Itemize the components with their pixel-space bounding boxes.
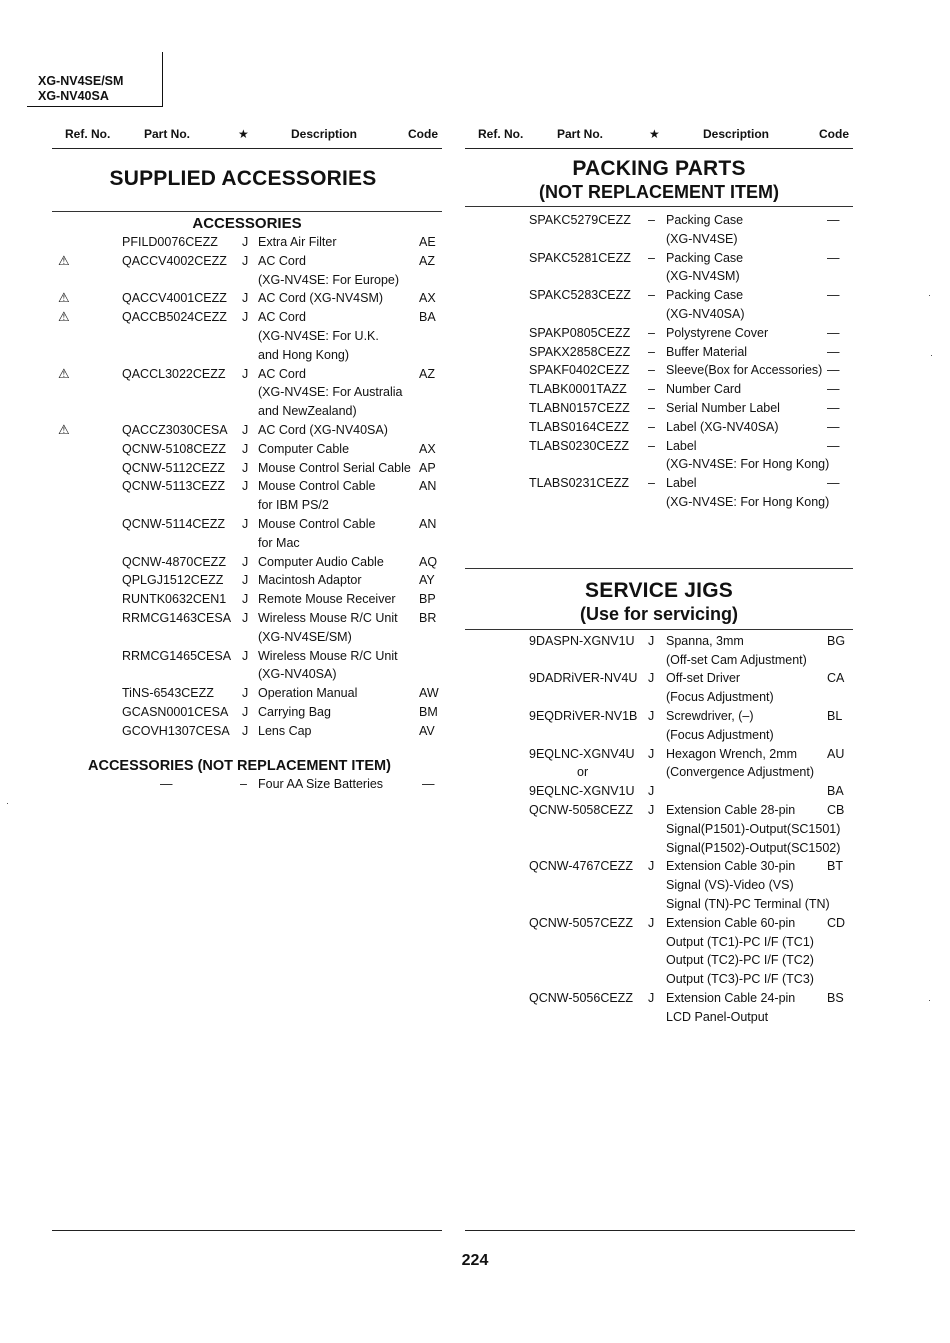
accessory-row-cont: [52, 534, 442, 553]
accessory-row: [52, 722, 442, 741]
jig-row: [465, 707, 853, 726]
mark-j: J: [242, 516, 249, 531]
description-continued: (Focus Adjustment): [666, 727, 774, 742]
description: Serial Number Label: [666, 400, 780, 415]
section-subtitle-packing: (NOT REPLACEMENT ITEM): [539, 182, 779, 202]
model-box: [38, 52, 163, 107]
mark-j: –: [648, 419, 655, 434]
part-number: QACCZ3030CESA: [122, 422, 228, 437]
packing-row: [465, 399, 853, 418]
price-code: AV: [419, 723, 435, 738]
accessory-row: [52, 571, 442, 590]
accessory-row: [52, 421, 442, 440]
jigs-list: [465, 632, 853, 1027]
footer-rule: [465, 1230, 855, 1231]
price-code: —: [827, 476, 840, 491]
packing-row: [465, 324, 853, 343]
jig-row-cont: [465, 970, 853, 989]
part-number: RRMCG1463CESA: [122, 610, 232, 625]
accessory-row: [52, 647, 442, 666]
part-number: TLABS0164CEZZ: [529, 419, 630, 434]
packing-list: [465, 211, 853, 512]
mark-j: J: [242, 291, 249, 306]
jig-row-cont: [465, 876, 853, 895]
mark-j: –: [648, 288, 655, 303]
part-number: QCNW-5112CEZZ: [122, 460, 226, 475]
description: Number Card: [666, 382, 742, 397]
or-label: or: [577, 765, 589, 780]
mark-j: –: [648, 344, 655, 359]
jig-row-cont: [465, 651, 853, 670]
packing-row-cont: [465, 305, 853, 324]
section-subtitle-jigs: (Use for servicing): [579, 603, 739, 624]
mark-j: J: [242, 366, 249, 381]
mark-j: J: [648, 708, 655, 723]
header-star: ★: [238, 127, 249, 141]
part-number: QCNW-5057CEZZ: [529, 915, 633, 930]
accessory-row: [52, 609, 442, 628]
description: Mouse Control Cable: [258, 516, 376, 531]
caution-icon: ⚠: [58, 252, 70, 268]
description: Label: [666, 438, 697, 453]
price-code: BM: [419, 704, 438, 719]
header-ref-no: Ref. No.: [478, 127, 524, 141]
description: Remote Mouse Receiver: [258, 592, 396, 607]
accessory-row: [52, 289, 442, 308]
description: Macintosh Adaptor: [258, 573, 362, 588]
mark-j: J: [242, 235, 249, 249]
packing-row-cont: [465, 267, 853, 286]
jig-row-cont: [465, 1008, 853, 1027]
jig-row-cont: [465, 726, 853, 745]
price-code: BP: [419, 592, 436, 607]
mark-j: J: [648, 990, 655, 1005]
description: AC Cord: [258, 310, 306, 325]
part-number: QACCV4001CEZZ: [122, 291, 227, 306]
accessory-row: [52, 477, 442, 496]
description-continued: Signal (TN)-PC Terminal (TN): [666, 896, 830, 911]
price-code: —: [827, 250, 840, 265]
price-code: —: [827, 344, 840, 359]
mark-j: J: [242, 310, 249, 325]
price-code: BL: [827, 708, 843, 723]
mark-j: J: [242, 422, 249, 437]
description: Extension Cable 60-pin: [666, 915, 796, 930]
part-number: TLABK0001TAZZ: [529, 382, 627, 397]
header-description: Description: [703, 127, 770, 141]
mark-j: J: [242, 704, 249, 719]
accessory-row: [52, 308, 442, 327]
description: Label: [666, 476, 697, 491]
price-code: BS: [827, 990, 844, 1005]
accessory-row-cont: [52, 496, 442, 515]
mark-j: –: [648, 213, 655, 227]
description-continued: Signal (VS)-Video (VS): [666, 878, 794, 893]
mark-j: J: [648, 784, 655, 799]
accessory-row: [52, 515, 442, 534]
caution-icon: ⚠: [58, 365, 70, 381]
mark-j: J: [242, 648, 249, 663]
packing-row-cont: [465, 455, 853, 474]
description-continued: and Hong Kong): [258, 347, 350, 362]
scan-speck: ·: [930, 350, 933, 360]
footer-rule: [52, 1230, 442, 1231]
part-number: QCNW-4870CEZZ: [122, 554, 226, 569]
mark-j: J: [648, 633, 655, 648]
part-number: QACCB5024CEZZ: [122, 310, 227, 325]
price-code: BA: [419, 310, 436, 325]
part-number: SPAKC5279CEZZ: [529, 213, 631, 227]
description-continued: (Convergence Adjustment): [666, 765, 814, 780]
part-number: QCNW-5114CEZZ: [122, 516, 226, 531]
description-continued: Signal(P1501)-Output(SC1501): [666, 821, 841, 836]
header-code: Code: [408, 127, 438, 141]
description: Packing Case: [666, 250, 744, 265]
price-code: AQ: [419, 554, 438, 569]
mark-j: J: [242, 686, 249, 701]
description: Screwdriver, (–): [666, 708, 754, 723]
price-code: AY: [419, 573, 435, 588]
description: Computer Audio Cable: [258, 554, 384, 569]
description: Extra Air Filter: [258, 235, 337, 249]
scan-speck: ·: [928, 290, 931, 300]
accessories-list: [52, 233, 442, 741]
part-number: QACCL3022CEZZ: [122, 366, 226, 381]
price-code: —: [827, 325, 840, 340]
jig-row: [465, 782, 853, 801]
mark-j: –: [648, 438, 655, 453]
description: Off-set Driver: [666, 671, 741, 686]
price-code: —: [827, 400, 840, 415]
price-code: —: [827, 438, 840, 453]
mark-j: –: [240, 776, 247, 791]
part-number: PFILD0076CEZZ: [122, 235, 218, 249]
mark-j: J: [242, 441, 249, 456]
price-code: CA: [827, 671, 845, 686]
mark-j: J: [648, 915, 655, 930]
description-continued: (XG-NV4SE: For Europe): [258, 272, 400, 287]
description: Sleeve(Box for Accessories): [666, 363, 823, 378]
price-code: AE: [419, 235, 436, 249]
price-code: AZ: [419, 366, 435, 381]
mark-j: –: [648, 476, 655, 491]
part-number: 9DADRiVER-NV4U: [529, 671, 638, 686]
part-number: 9EQDRiVER-NV1B: [529, 708, 638, 723]
mark-j: J: [242, 554, 249, 569]
description: AC Cord (XG-NV40SA): [258, 422, 388, 437]
mark-j: J: [648, 802, 655, 817]
caution-icon: ⚠: [58, 309, 70, 325]
mark-j: J: [242, 610, 249, 625]
header-code: Code: [819, 127, 849, 141]
price-code: —: [827, 382, 840, 397]
price-code: AU: [827, 746, 845, 761]
description: AC Cord: [258, 253, 306, 268]
price-code: BT: [827, 859, 843, 874]
accessory-row: [52, 459, 442, 478]
part-number: QCNW-5113CEZZ: [122, 479, 226, 494]
jig-row: [465, 669, 853, 688]
part-number: —: [160, 776, 173, 791]
mark-j: –: [648, 325, 655, 340]
accessory-row: [52, 703, 442, 722]
header-ref-no: Ref. No.: [65, 127, 111, 141]
nonrep-list: [52, 775, 442, 794]
price-code: AW: [419, 686, 439, 701]
description: Mouse Control Serial Cable: [258, 460, 411, 475]
accessory-row-cont: [52, 327, 442, 346]
jig-row: [465, 801, 853, 820]
price-code: CD: [827, 915, 846, 930]
part-number: RRMCG1465CESA: [122, 648, 232, 663]
part-number: QACCV4002CEZZ: [122, 253, 227, 268]
mark-j: J: [648, 746, 655, 761]
price-code: AZ: [419, 253, 435, 268]
mark-j: J: [648, 671, 655, 686]
description: Mouse Control Cable: [258, 479, 376, 494]
description-continued: (XG-NV4SE: For Australia: [258, 385, 403, 400]
part-number: TLABN0157CEZZ: [529, 400, 630, 415]
part-number: TLABS0231CEZZ: [529, 476, 630, 491]
description: Hexagon Wrench, 2mm: [666, 746, 798, 761]
jig-row-cont: [465, 820, 853, 839]
mark-j: J: [242, 592, 249, 607]
right-column: [465, 120, 853, 1026]
part-number: 9DASPN-XGNV1U: [529, 633, 635, 648]
jig-row: [465, 857, 853, 876]
packing-row-cont: [465, 493, 853, 512]
price-code: CB: [827, 802, 845, 817]
description: Label (XG-NV40SA): [666, 419, 779, 434]
description-continued: (XG-NV4SE/SM): [258, 629, 352, 644]
description: Operation Manual: [258, 686, 358, 701]
part-number: GCASN0001CESA: [122, 704, 229, 719]
page-number: 224: [461, 1252, 489, 1269]
description-continued: (XG-NV4SE: For U.K.: [258, 328, 379, 343]
description: Four AA Size Batteries: [258, 776, 384, 791]
header-description: Description: [291, 127, 358, 141]
part-number: 9EQLNC-XGNV1U: [529, 784, 635, 799]
part-number: 9EQLNC-XGNV4U: [529, 746, 635, 761]
description: AC Cord: [258, 366, 306, 381]
jig-row-cont: [465, 688, 853, 707]
jig-row-cont: [465, 951, 853, 970]
packing-row: [465, 343, 853, 362]
price-code: BA: [827, 784, 844, 799]
description-continued: and NewZealand): [258, 404, 357, 419]
left-column: [52, 120, 442, 793]
price-code: —: [827, 419, 840, 434]
mark-j: J: [242, 723, 249, 738]
accessory-row-cont: [52, 665, 442, 684]
mark-j: –: [648, 382, 655, 397]
price-code: —: [827, 363, 840, 378]
description: AC Cord (XG-NV4SM): [258, 291, 384, 306]
header-part-no: Part No.: [557, 127, 604, 141]
jig-row: [465, 745, 853, 764]
description: Extension Cable 30-pin: [666, 859, 796, 874]
subsection-title-nonrep: ACCESSORIES (NOT REPLACEMENT ITEM): [88, 757, 391, 774]
jig-row: [465, 632, 853, 651]
accessory-row-cont: [52, 271, 442, 290]
price-code: AX: [419, 441, 436, 456]
description-continued: (XG-NV4SE: For Hong Kong): [666, 494, 830, 509]
caution-icon: ⚠: [58, 290, 70, 306]
description-continued: for Mac: [258, 535, 300, 550]
price-code: AX: [419, 291, 436, 306]
description: Extension Cable 24-pin: [666, 990, 796, 1005]
accessory-row: [52, 590, 442, 609]
scan-speck: ·: [928, 995, 931, 1005]
part-number: SPAKP0805CEZZ: [529, 325, 631, 340]
part-number: QPLGJ1512CEZZ: [122, 573, 224, 588]
section-title-packing: PACKING PARTS: [572, 157, 746, 180]
mark-j: J: [648, 859, 655, 874]
description-continued: Signal(P1502)-Output(SC1502): [666, 840, 841, 855]
header-star: ★: [649, 127, 660, 141]
part-number: QCNW-5056CEZZ: [529, 990, 633, 1005]
accessory-row: [52, 365, 442, 384]
price-code: AP: [419, 460, 436, 475]
packing-row: [465, 211, 853, 230]
packing-row-cont: [465, 230, 853, 249]
part-number: QCNW-4767CEZZ: [529, 859, 633, 874]
model-underline: [27, 106, 163, 107]
description-continued: LCD Panel-Output: [666, 1009, 769, 1024]
description: Buffer Material: [666, 344, 748, 359]
accessory-row: [52, 684, 442, 703]
price-code: BR: [419, 610, 437, 625]
description-continued: (XG-NV40SA): [258, 667, 337, 682]
jig-row: [465, 914, 853, 933]
price-code: —: [422, 776, 435, 791]
mark-j: –: [648, 400, 655, 415]
model-name: XG-NV4SE/SM: [38, 74, 124, 88]
accessory-row: [52, 252, 442, 271]
jig-row-cont: [465, 895, 853, 914]
packing-row: [465, 361, 853, 380]
price-code: BG: [827, 633, 846, 648]
price-code: —: [827, 213, 840, 227]
description-continued: (XG-NV40SA): [666, 306, 745, 321]
jig-row: [465, 989, 853, 1008]
nonrep-row: [52, 775, 442, 794]
model-name: XG-NV40SA: [38, 89, 109, 103]
accessory-row-cont: [52, 402, 442, 421]
part-number: SPAKC5283CEZZ: [529, 288, 631, 303]
column-header: [465, 120, 853, 148]
accessory-row-cont: [52, 383, 442, 402]
accessory-row: [52, 553, 442, 572]
header-part-no: Part No.: [144, 127, 191, 141]
mark-j: J: [242, 479, 249, 494]
accessory-row: [52, 440, 442, 459]
packing-row: [465, 286, 853, 305]
description: Packing Case: [666, 213, 744, 227]
description-continued: Output (TC2)-PC I/F (TC2): [666, 953, 814, 968]
accessory-row-cont: [52, 346, 442, 365]
packing-row: [465, 249, 853, 268]
accessory-row: [52, 233, 442, 252]
description-continued: Output (TC3)-PC I/F (TC3): [666, 972, 814, 987]
mark-j: J: [242, 460, 249, 475]
part-number: SPAKX2858CEZZ: [529, 344, 631, 359]
packing-row: [465, 474, 853, 493]
description: Carrying Bag: [258, 704, 331, 719]
mark-j: J: [242, 253, 249, 268]
description-continued: (Focus Adjustment): [666, 690, 774, 705]
part-number: QCNW-5058CEZZ: [529, 802, 633, 817]
description-continued: (XG-NV4SE): [666, 231, 738, 246]
accessory-row-cont: [52, 628, 442, 647]
packing-row: [465, 437, 853, 456]
mark-j: J: [242, 573, 249, 588]
part-number: QCNW-5108CEZZ: [122, 441, 226, 456]
jig-row-cont: [465, 933, 853, 952]
caution-icon: ⚠: [58, 421, 70, 437]
description: Wireless Mouse R/C Unit: [258, 648, 398, 663]
packing-row: [465, 380, 853, 399]
description-continued: (XG-NV4SE: For Hong Kong): [666, 457, 830, 472]
description: Lens Cap: [258, 723, 312, 738]
part-number: RUNTK0632CEN1: [122, 592, 227, 607]
part-number: TLABS0230CEZZ: [529, 438, 630, 453]
price-code: AN: [419, 516, 437, 531]
description: Packing Case: [666, 288, 744, 303]
price-code: AN: [419, 479, 437, 494]
jig-row-or: [465, 763, 853, 782]
description: Spanna, 3mm: [666, 633, 744, 648]
description: Extension Cable 28-pin: [666, 802, 796, 817]
part-number: GCOVH1307CESA: [122, 723, 230, 738]
scan-speck: ·: [6, 798, 9, 808]
subsection-title-accessories: ACCESSORIES: [192, 215, 302, 232]
section-rule: [52, 211, 442, 212]
price-code: —: [827, 288, 840, 303]
mark-j: –: [648, 363, 655, 378]
description-continued: (XG-NV4SM): [666, 269, 740, 284]
mark-j: –: [648, 250, 655, 265]
part-number: SPAKF0402CEZZ: [529, 363, 630, 378]
description: Computer Cable: [258, 441, 350, 456]
description-continued: Output (TC1)-PC I/F (TC1): [666, 934, 814, 949]
part-number: SPAKC5281CEZZ: [529, 250, 631, 265]
section-title-jigs: SERVICE JIGS: [585, 578, 733, 602]
section-title-supplied: SUPPLIED ACCESSORIES: [109, 167, 377, 190]
part-number: TiNS-6543CEZZ: [122, 686, 214, 701]
description: Polystyrene Cover: [666, 325, 769, 340]
description-continued: (Off-set Cam Adjustment): [666, 652, 807, 667]
jig-row-cont: [465, 839, 853, 858]
column-header: [52, 120, 442, 148]
description-continued: for IBM PS/2: [258, 498, 329, 513]
packing-row: [465, 418, 853, 437]
description: Wireless Mouse R/C Unit: [258, 610, 398, 625]
